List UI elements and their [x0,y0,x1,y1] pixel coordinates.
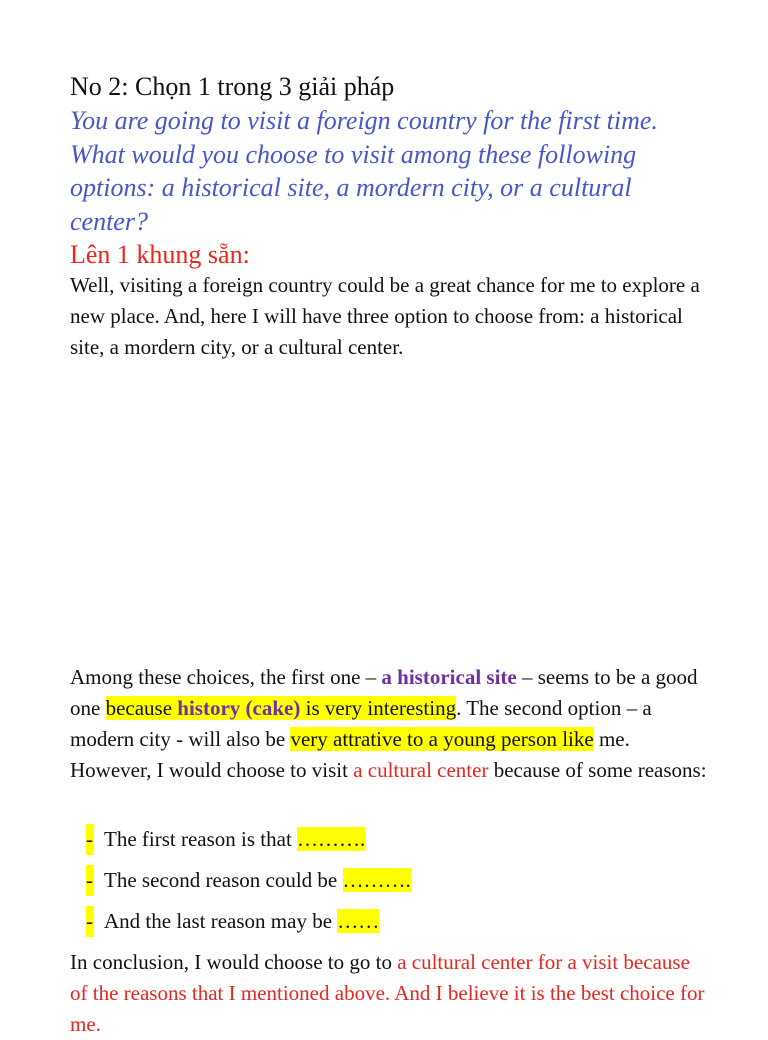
intro-paragraph: Well, visiting a foreign country could be a great chance for me to explore a new place. And, here I will have three option to choose from: a historical site, a mordern city, or a cultural center. [70,273,700,359]
text-run: Among these choices, the first one – [70,665,382,689]
dash-marker: - [86,906,94,937]
choices-paragraph [70,662,710,786]
text-run: because of some reasons: [488,758,707,782]
list-item [86,824,706,855]
reason-text: And the last reason may be [104,909,338,933]
text-run: – seems to be a good one [70,665,698,720]
highlighted-text: because [105,696,178,720]
text-run: In conclusion, I would choose to go to [70,950,398,974]
list-item [86,906,706,937]
conclusion-paragraph [70,947,710,1040]
blank-placeholder: ………. [342,868,411,892]
reason-text: The second reason could be [104,868,343,892]
highlighted-text: is very interesting [300,696,457,720]
highlighted-text: very attrative to a young person like [290,727,594,751]
dash-marker: - [86,865,94,896]
list-item [86,865,706,896]
task-heading: No 2: Chọn 1 trong 3 giải pháp [70,72,395,101]
text-run: me. However, I would choose to visit [70,727,630,782]
outline-heading: Lên 1 khung sẵn: [70,240,250,269]
highlighted-keyword: history (cake) [177,696,301,720]
option-historical-site: a historical site [381,665,517,689]
reasons-list [86,824,706,947]
conclusion-red-text: a cultural center for a visit because of the reasons that I mentioned above. And I believe it is the best choice for me. [70,950,705,1036]
text-run: . The second option – a modern city - will also be [70,696,652,751]
option-cultural-center: a cultural center [353,758,489,782]
reason-text: The first reason is that [104,827,298,851]
blank-placeholder: ………. [297,827,366,851]
blank-placeholder: …… [337,909,380,933]
document-page [70,0,710,1036]
dash-marker: - [86,824,94,855]
question-prompt: You are going to visit a foreign country for the first time. What would you choose to visit among these following options: a historical site, a mordern city, or a cultural center? [70,106,658,236]
